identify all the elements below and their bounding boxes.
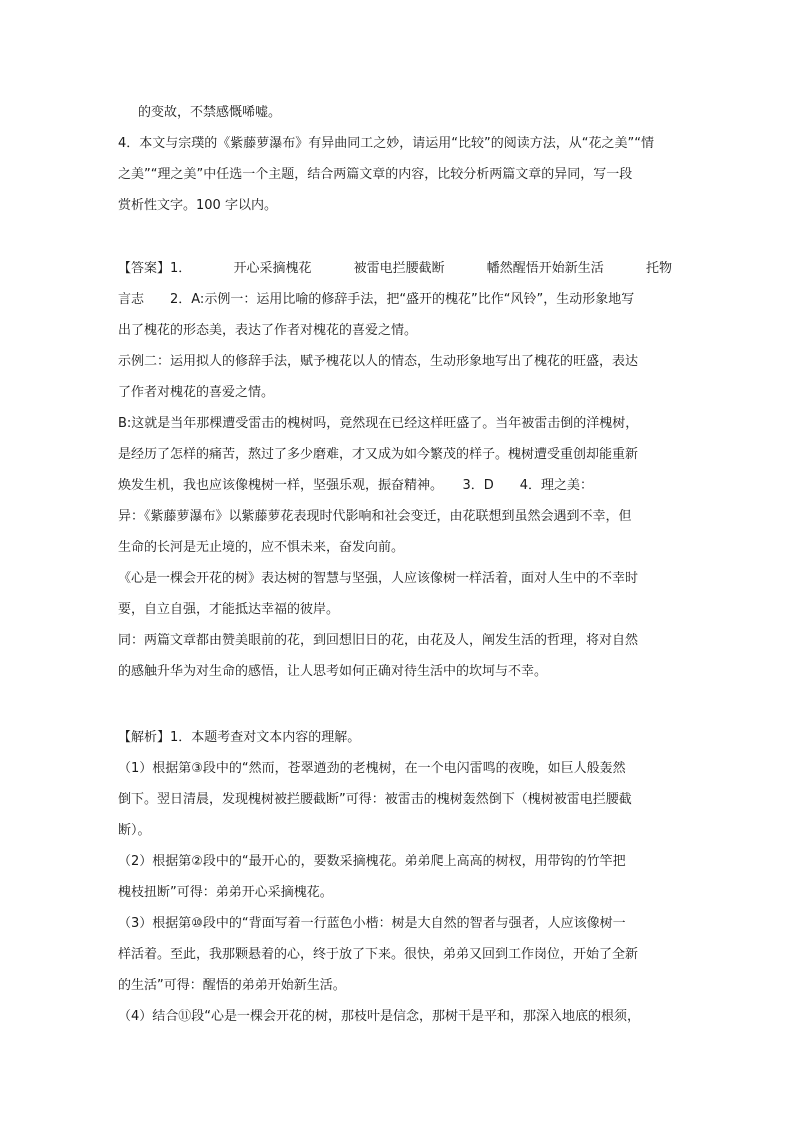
answer-line: 是经历了怎样的痛苦，熬过了多少磨难，才又成为如今繁茂的样子。槐树遭受重创却能重新 <box>118 447 639 462</box>
analysis-line: （2）根据第②段中的“最开心的，要数采摘槐花。弟弟爬上高高的树杈，用带钩的竹竿把 <box>118 854 626 869</box>
answer-line: 了作者对槐花的喜爱之情。 <box>118 385 275 400</box>
answer-line: 异：《紫藤萝瀑布》以紫藤萝花表现时代影响和社会变迁，由花联想到虽然会遇到不幸，但 <box>118 509 632 524</box>
analysis-line: 样活着。至此，我那颗悬着的心，终于放了下来。很快，弟弟又回到工作岗位，开始了全新 <box>118 947 639 962</box>
answer-blank: 幡然醒悟开始新生活 <box>486 261 604 276</box>
answer-line: 生命的长河是无止境的，应不惧未来，奋发向前。 <box>118 540 405 555</box>
analysis-heading: 【解析】1．本题考查对文本内容的理解。 <box>118 730 361 745</box>
answer-label: 【答案】1． <box>118 261 192 276</box>
answer-line: 要，自立自强，才能抵达幸福的彼岸。 <box>118 602 340 617</box>
analysis-line: （4）结合⑪段“心是一棵会开花的树，那枝叶是信念，那树干是平和，那深入地底的根须， <box>118 1009 641 1024</box>
answer-first-line <box>118 261 684 277</box>
analysis-line: 的生活”可得：醒悟的弟弟开始新生活。 <box>118 978 346 993</box>
answer-line: 的感触升华为对生命的感悟，让人思考如何正确对待生活中的坎坷与不幸。 <box>118 664 548 679</box>
analysis-line: 槐枝扭断”可得：弟弟开心采摘槐花。 <box>118 885 333 900</box>
analysis-line: （3）根据第⑩段中的“背面写着一行蓝色小楷：树是大自然的智者与强者，人应该像树一 <box>118 916 626 931</box>
analysis-line: 倒下。翌日清晨，发现槐树被拦腰截断”可得：被雷击的槐树轰然倒下（槐树被雷电拦腰截 <box>118 792 632 807</box>
answer-blank: 托物 <box>645 261 672 276</box>
answer-line: B:这就是当年那棵遭受雷击的槐树吗，竟然现在已经这样旺盛了。当年被雷击倒的洋槐树， <box>118 416 639 431</box>
answer-line: 《心是一棵会开花的树》表达树的智慧与坚强，人应该像树一样活着，面对人生中的不幸时 <box>118 571 639 586</box>
answer-blank: 被雷电拦腰截断 <box>353 261 445 276</box>
answer-line: 出了槐花的形态美，表达了作者对槐花的喜爱之情。 <box>118 323 418 338</box>
question-4-line: 之美”“理之美”中任选一个主题，结合两篇文章的内容，比较分析两篇文章的异同，写一段 <box>118 167 633 182</box>
answer-line: 示例二：运用拟人的修辞手法，赋予槐花以人的情态，生动形象地写出了槐花的旺盛，表达 <box>118 354 639 369</box>
answer-line: 焕发生机，我也应该像槐树一样，坚强乐观，振奋精神。 3．D 4．理之美： <box>118 478 594 493</box>
analysis-line: 断）。 <box>118 823 151 838</box>
analysis-line: （1）根据第③段中的“然而，苍翠遒劲的老槐树，在一个电闪雷鸣的夜晚，如巨人般轰然 <box>118 761 626 776</box>
answer-blank: 开心采摘槐花 <box>233 261 312 276</box>
question-4-line: 4．本文与宗璞的《紫藤萝瀑布》有异曲同工之妙，请运用“比较”的阅读方法，从“花之美”“情 <box>118 136 654 151</box>
answer-line: 同：两篇文章都由赞美眼前的花，到回想旧日的花，由花及人，阐发生活的哲理，将对自然 <box>118 633 639 648</box>
answer-line: 言志 2．A:示例一：运用比喻的修辞手法，把“盛开的槐花”比作“风铃”，生动形象地写 <box>118 292 635 307</box>
question-4-line: 赏析性文字。100 字以内。 <box>118 198 277 213</box>
question-3-tail: 的变故，不禁感慨唏嘘。 <box>138 105 282 120</box>
